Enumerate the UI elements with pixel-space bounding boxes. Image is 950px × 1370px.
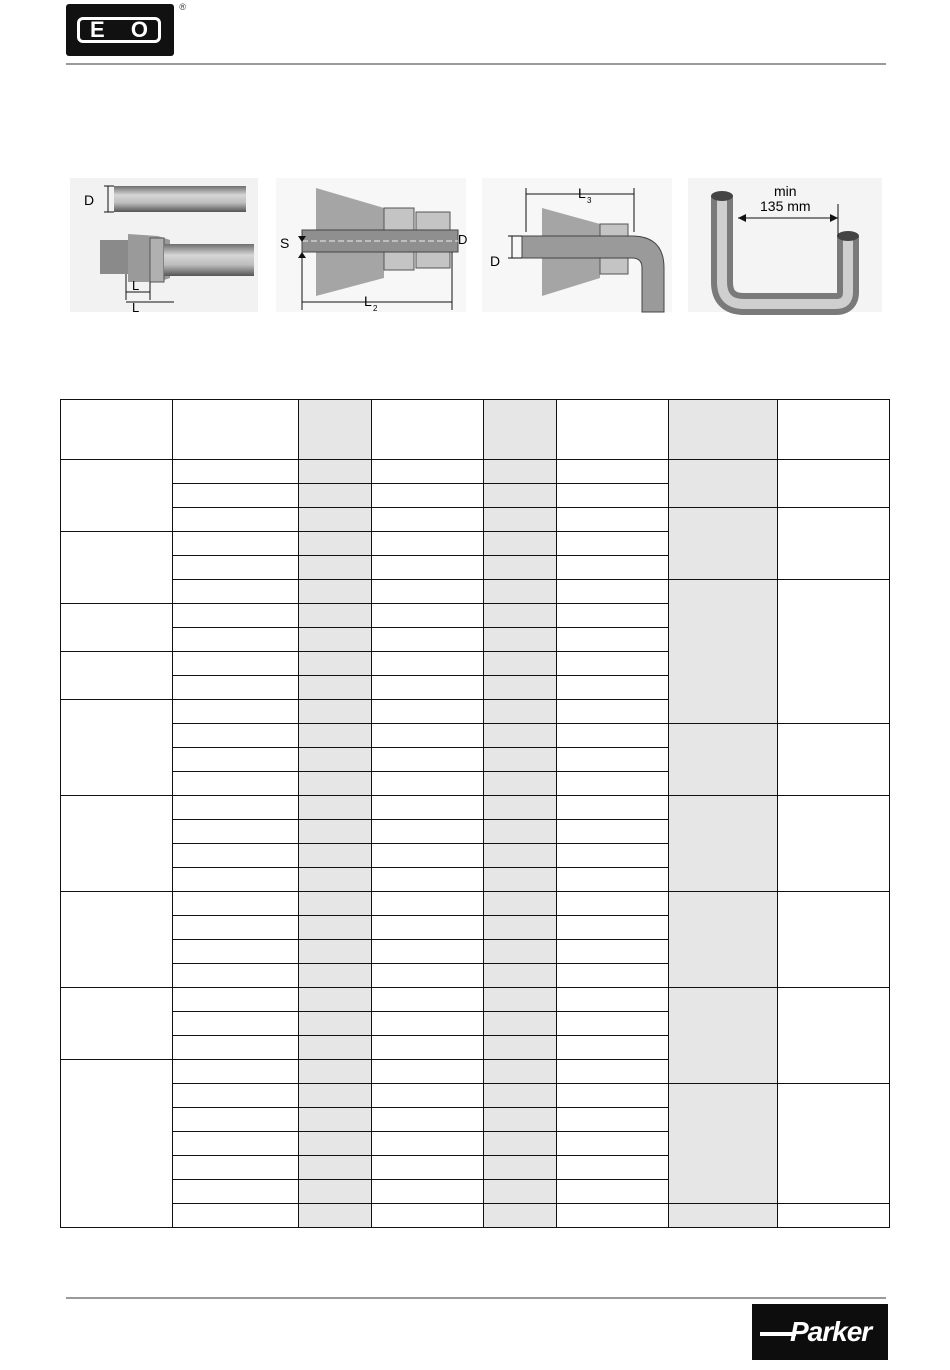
table-cell xyxy=(557,460,669,484)
table-cell xyxy=(173,700,299,724)
table-cell xyxy=(299,964,372,988)
table-cell xyxy=(173,940,299,964)
table-cell xyxy=(557,724,669,748)
table-cell xyxy=(557,556,669,580)
header-cell xyxy=(484,400,557,460)
table-cell xyxy=(557,868,669,892)
table-cell xyxy=(484,748,557,772)
fig1-label-l: L xyxy=(132,278,140,293)
table-cell xyxy=(299,796,372,820)
header-cell xyxy=(173,400,299,460)
table-cell xyxy=(372,628,484,652)
table-cell xyxy=(299,724,372,748)
table-cell xyxy=(557,1060,669,1084)
table-cell xyxy=(299,940,372,964)
table-cell xyxy=(299,532,372,556)
table-cell xyxy=(299,1084,372,1108)
table-cell xyxy=(173,796,299,820)
table-cell xyxy=(299,1132,372,1156)
table-cell xyxy=(173,652,299,676)
group-cell xyxy=(778,1084,890,1204)
group-cell xyxy=(61,604,173,652)
table-row xyxy=(61,796,890,820)
table-cell xyxy=(173,964,299,988)
group-cell xyxy=(669,580,778,724)
group-cell xyxy=(61,460,173,532)
table-cell xyxy=(372,772,484,796)
fig4-label-dim: 135 mm xyxy=(760,198,811,214)
table-cell xyxy=(299,820,372,844)
table-cell xyxy=(173,460,299,484)
table-cell xyxy=(557,652,669,676)
table-cell xyxy=(484,460,557,484)
table-cell xyxy=(484,1036,557,1060)
group-cell xyxy=(778,796,890,892)
group-cell xyxy=(669,724,778,796)
table-cell xyxy=(557,964,669,988)
table-cell xyxy=(484,1108,557,1132)
group-cell xyxy=(778,580,890,724)
table-row xyxy=(61,460,890,484)
table-cell xyxy=(557,772,669,796)
table-cell xyxy=(484,964,557,988)
header-cell xyxy=(778,400,890,460)
table-cell xyxy=(372,484,484,508)
table-cell xyxy=(372,676,484,700)
illustration-strip xyxy=(0,178,950,314)
table-cell xyxy=(299,892,372,916)
table-cell xyxy=(299,748,372,772)
table-cell xyxy=(173,772,299,796)
table-header-row xyxy=(61,400,890,460)
u-bend-figure xyxy=(688,178,882,312)
table-cell xyxy=(484,772,557,796)
table-cell xyxy=(484,604,557,628)
table-cell xyxy=(484,652,557,676)
header-cell xyxy=(372,400,484,460)
table-cell xyxy=(484,1156,557,1180)
table-row xyxy=(61,580,890,604)
table-cell xyxy=(557,484,669,508)
table-cell xyxy=(299,556,372,580)
table-cell xyxy=(372,700,484,724)
eo-logo xyxy=(66,2,186,56)
table-cell xyxy=(173,892,299,916)
table-cell xyxy=(484,940,557,964)
table-cell xyxy=(173,1060,299,1084)
table-cell xyxy=(173,1084,299,1108)
group-cell xyxy=(669,460,778,508)
fitting-assembly-figure xyxy=(276,178,466,312)
table-cell xyxy=(557,796,669,820)
table-cell xyxy=(484,820,557,844)
table-cell xyxy=(372,1108,484,1132)
table-cell xyxy=(173,508,299,532)
table-cell xyxy=(557,1036,669,1060)
table-cell xyxy=(557,508,669,532)
table-cell xyxy=(372,1012,484,1036)
table-cell xyxy=(173,820,299,844)
table-cell xyxy=(173,1036,299,1060)
table-cell xyxy=(173,604,299,628)
table-cell xyxy=(173,532,299,556)
table-cell xyxy=(299,1156,372,1180)
group-cell xyxy=(669,892,778,988)
table-cell xyxy=(669,1204,778,1228)
table-cell xyxy=(372,1180,484,1204)
table-cell xyxy=(173,1012,299,1036)
group-cell xyxy=(61,796,173,892)
table-cell xyxy=(372,580,484,604)
table-cell xyxy=(557,1012,669,1036)
table-cell xyxy=(372,796,484,820)
table-cell xyxy=(173,844,299,868)
group-cell xyxy=(61,892,173,988)
table-cell xyxy=(372,964,484,988)
table-cell xyxy=(557,1108,669,1132)
table-cell xyxy=(372,724,484,748)
eo-logo-text: E O xyxy=(77,17,161,43)
table-cell xyxy=(484,556,557,580)
table-cell xyxy=(372,1084,484,1108)
table-cell xyxy=(173,916,299,940)
table-cell xyxy=(484,628,557,652)
table-cell xyxy=(372,868,484,892)
table-cell xyxy=(484,676,557,700)
group-cell xyxy=(778,460,890,508)
table-cell xyxy=(372,460,484,484)
table-cell xyxy=(173,724,299,748)
table-cell xyxy=(484,1180,557,1204)
table-cell xyxy=(484,1084,557,1108)
table-cell xyxy=(372,1156,484,1180)
header-cell xyxy=(557,400,669,460)
table-cell xyxy=(557,700,669,724)
table-cell xyxy=(778,1204,890,1228)
table-cell xyxy=(557,988,669,1012)
header-cell xyxy=(299,400,372,460)
table-cell xyxy=(372,988,484,1012)
table-cell xyxy=(372,916,484,940)
table-cell xyxy=(173,1108,299,1132)
table-cell xyxy=(173,1204,299,1228)
table-row xyxy=(61,988,890,1012)
table-cell xyxy=(484,892,557,916)
group-cell xyxy=(669,988,778,1084)
table-cell xyxy=(557,676,669,700)
header-rule xyxy=(66,63,886,65)
table-cell xyxy=(299,676,372,700)
header-cell xyxy=(61,400,173,460)
table-cell xyxy=(484,532,557,556)
table-cell xyxy=(372,1060,484,1084)
table-cell xyxy=(484,1132,557,1156)
table-cell xyxy=(299,580,372,604)
table-cell xyxy=(299,460,372,484)
table-cell xyxy=(372,1036,484,1060)
table-cell xyxy=(484,844,557,868)
table-row xyxy=(61,892,890,916)
registered-mark: ® xyxy=(179,2,186,12)
table-cell xyxy=(484,916,557,940)
group-cell xyxy=(778,724,890,796)
fig3-label-l3: L xyxy=(578,185,586,201)
table-cell xyxy=(372,1132,484,1156)
table-cell xyxy=(372,652,484,676)
table-row xyxy=(61,508,890,532)
table-cell xyxy=(299,700,372,724)
table-cell xyxy=(557,820,669,844)
table-cell xyxy=(484,580,557,604)
fig4-label-min: min xyxy=(774,183,797,199)
table-cell xyxy=(299,1060,372,1084)
table-cell xyxy=(173,484,299,508)
table-cell xyxy=(173,1180,299,1204)
fig1-label-l1: L xyxy=(132,300,140,315)
table-cell xyxy=(557,1084,669,1108)
straight-tube-figure xyxy=(70,178,258,315)
table-cell xyxy=(484,868,557,892)
table-cell xyxy=(173,556,299,580)
table-cell xyxy=(372,532,484,556)
table-cell xyxy=(557,628,669,652)
bent-tube-figure xyxy=(482,178,672,312)
table-cell xyxy=(484,484,557,508)
fig2-label-sub: 2 xyxy=(373,304,378,313)
table-cell xyxy=(299,484,372,508)
group-cell xyxy=(778,892,890,988)
parker-logo-text: Parker xyxy=(790,1316,872,1347)
table-cell xyxy=(299,772,372,796)
table-cell xyxy=(299,1036,372,1060)
table-cell xyxy=(484,988,557,1012)
fig1-label-d: D xyxy=(84,192,95,208)
group-cell xyxy=(669,796,778,892)
table-cell xyxy=(299,1012,372,1036)
table-cell xyxy=(372,1204,484,1228)
table-cell xyxy=(299,844,372,868)
table-cell xyxy=(557,1204,669,1228)
fig3-label-sub: 3 xyxy=(587,196,592,205)
table-cell xyxy=(557,1132,669,1156)
table-cell xyxy=(372,844,484,868)
table-cell xyxy=(484,1060,557,1084)
group-cell xyxy=(778,988,890,1084)
table-cell xyxy=(557,844,669,868)
table-cell xyxy=(484,796,557,820)
table-cell xyxy=(557,580,669,604)
footer-rule xyxy=(66,1297,886,1299)
fig2-label-s: S xyxy=(280,235,290,251)
fig2-label-l2: L xyxy=(364,293,372,309)
table-cell xyxy=(173,1132,299,1156)
table-cell xyxy=(557,916,669,940)
group-cell xyxy=(669,508,778,580)
table-cell xyxy=(484,1204,557,1228)
table-cell xyxy=(557,1156,669,1180)
table-cell xyxy=(299,1180,372,1204)
table-cell xyxy=(484,724,557,748)
table-cell xyxy=(484,700,557,724)
table-cell xyxy=(173,1156,299,1180)
fig3-label-d: D xyxy=(490,253,501,269)
table-cell xyxy=(173,580,299,604)
group-cell xyxy=(61,700,173,796)
table-cell xyxy=(173,676,299,700)
table-cell xyxy=(372,748,484,772)
table-cell xyxy=(484,508,557,532)
table-cell xyxy=(173,748,299,772)
dimension-table xyxy=(60,399,889,1231)
table-cell xyxy=(299,652,372,676)
table-cell xyxy=(299,988,372,1012)
table-row xyxy=(61,1204,890,1228)
table-cell xyxy=(557,892,669,916)
group-cell xyxy=(61,652,173,700)
table-cell xyxy=(372,820,484,844)
table-cell xyxy=(173,988,299,1012)
group-cell xyxy=(61,532,173,604)
table-cell xyxy=(173,868,299,892)
table-cell xyxy=(299,1108,372,1132)
table-cell xyxy=(372,892,484,916)
table-cell xyxy=(557,604,669,628)
table-cell xyxy=(557,1180,669,1204)
table-cell xyxy=(557,748,669,772)
group-cell xyxy=(61,988,173,1060)
table-cell xyxy=(299,604,372,628)
table-cell xyxy=(299,628,372,652)
table-cell xyxy=(557,532,669,556)
table-cell xyxy=(372,940,484,964)
parker-logo xyxy=(752,1304,888,1360)
table-cell xyxy=(173,628,299,652)
table-row xyxy=(61,1084,890,1108)
table-cell xyxy=(299,508,372,532)
table-cell xyxy=(299,916,372,940)
table-cell xyxy=(299,1204,372,1228)
group-cell xyxy=(778,508,890,580)
table-cell xyxy=(299,868,372,892)
group-cell xyxy=(61,1060,173,1228)
table-cell xyxy=(484,1012,557,1036)
table-row xyxy=(61,724,890,748)
table-cell xyxy=(372,604,484,628)
group-cell xyxy=(669,1084,778,1204)
table-cell xyxy=(557,940,669,964)
table-cell xyxy=(372,556,484,580)
header-cell xyxy=(669,400,778,460)
fig2-label-d: D xyxy=(458,232,468,247)
table-cell xyxy=(372,508,484,532)
